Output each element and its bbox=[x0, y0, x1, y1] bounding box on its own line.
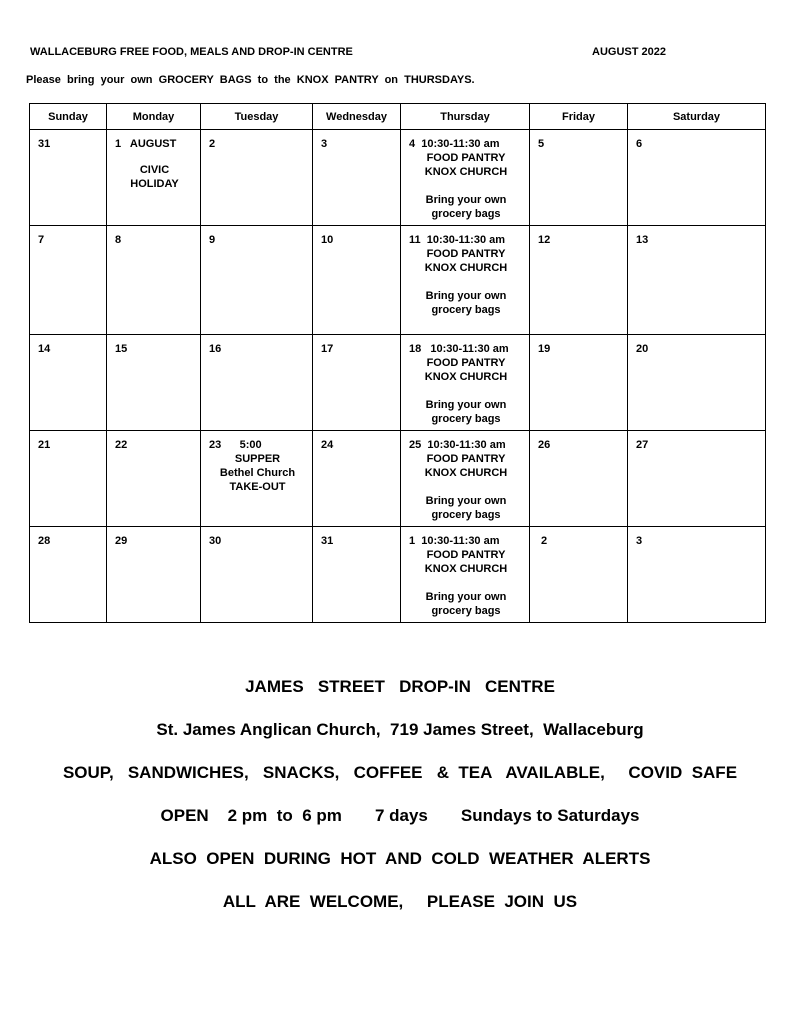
day-number: 1 10:30-11:30 am bbox=[409, 535, 500, 547]
calendar-day-cell bbox=[401, 431, 530, 527]
page-title: WALLACEBURG FREE FOOD, MEALS AND DROP-IN CENTRE bbox=[30, 46, 353, 58]
calendar-day-cell bbox=[30, 226, 107, 335]
calendar-day-cell bbox=[30, 335, 107, 431]
calendar-day-cell bbox=[401, 226, 530, 335]
day-number: 25 10:30-11:30 am bbox=[409, 439, 506, 451]
day-number: 10 bbox=[321, 234, 334, 246]
day-number: 31 bbox=[38, 138, 51, 150]
day-number: 20 bbox=[636, 343, 649, 355]
calendar-day-cell bbox=[530, 130, 628, 226]
calendar-day-cell bbox=[313, 527, 401, 623]
calendar-day-cell bbox=[628, 130, 766, 226]
day-number: 3 bbox=[636, 535, 643, 547]
day-number: 23 5:00 bbox=[209, 439, 262, 451]
weekday-tuesday: Tuesday bbox=[201, 104, 313, 130]
calendar-week-row bbox=[30, 527, 766, 623]
calendar-day-cell bbox=[30, 527, 107, 623]
calendar-day-cell bbox=[107, 527, 201, 623]
calendar-day-cell bbox=[628, 431, 766, 527]
day-event-text: SUPPER Bethel Church TAKE-OUT bbox=[219, 453, 296, 493]
calendar-day-cell bbox=[401, 527, 530, 623]
weekday-thursday: Thursday bbox=[401, 104, 530, 130]
calendar-day-cell bbox=[313, 130, 401, 226]
weekday-header-row bbox=[30, 104, 766, 130]
calendar-day-cell bbox=[30, 431, 107, 527]
day-event-text: CIVIC HOLIDAY bbox=[130, 164, 179, 190]
day-number: 28 bbox=[38, 535, 51, 547]
day-number: 30 bbox=[209, 535, 222, 547]
calendar-day-cell bbox=[107, 226, 201, 335]
day-number: 2 bbox=[209, 138, 216, 150]
calendar-day-cell bbox=[628, 527, 766, 623]
calendar-day-cell bbox=[313, 431, 401, 527]
day-number: 27 bbox=[636, 439, 649, 451]
day-event-text: FOOD PANTRY KNOX CHURCH Bring your own grocery bags bbox=[424, 152, 508, 220]
day-number: 5 bbox=[538, 138, 545, 150]
calendar-day-cell bbox=[201, 527, 313, 623]
dropin-title: JAMES STREET DROP-IN CENTRE bbox=[245, 677, 555, 696]
day-event-text: FOOD PANTRY KNOX CHURCH Bring your own grocery bags bbox=[424, 248, 508, 316]
calendar-day-cell bbox=[530, 527, 628, 623]
calendar-week-row bbox=[30, 335, 766, 431]
calendar-day-cell bbox=[530, 335, 628, 431]
weekday-saturday: Saturday bbox=[628, 104, 766, 130]
day-number: 15 bbox=[115, 343, 128, 355]
month-label: AUGUST 2022 bbox=[592, 46, 666, 58]
calendar-day-cell bbox=[30, 130, 107, 226]
calendar-week-row bbox=[30, 130, 766, 226]
day-number: 29 bbox=[115, 535, 128, 547]
calendar-week-row bbox=[30, 226, 766, 335]
day-number: 19 bbox=[538, 343, 551, 355]
day-number: 2 bbox=[538, 535, 548, 547]
weekday-wednesday: Wednesday bbox=[313, 104, 401, 130]
calendar-day-cell bbox=[628, 226, 766, 335]
day-number: 21 bbox=[38, 439, 51, 451]
calendar-day-cell bbox=[201, 130, 313, 226]
calendar-day-cell bbox=[201, 226, 313, 335]
day-number: 9 bbox=[209, 234, 216, 246]
day-number: 13 bbox=[636, 234, 649, 246]
day-number: 1 AUGUST bbox=[115, 138, 177, 150]
day-number: 8 bbox=[115, 234, 122, 246]
calendar-table bbox=[29, 103, 766, 623]
calendar-body bbox=[30, 130, 766, 623]
day-number: 12 bbox=[538, 234, 551, 246]
calendar-day-cell bbox=[313, 226, 401, 335]
calendar-day-cell bbox=[107, 130, 201, 226]
day-number: 3 bbox=[321, 138, 328, 150]
day-number: 11 10:30-11:30 am bbox=[409, 234, 506, 246]
day-number: 14 bbox=[38, 343, 51, 355]
weekday-monday: Monday bbox=[107, 104, 201, 130]
day-number: 16 bbox=[209, 343, 222, 355]
calendar-day-cell bbox=[107, 335, 201, 431]
calendar-day-cell bbox=[201, 335, 313, 431]
day-number: 22 bbox=[115, 439, 128, 451]
calendar-day-cell bbox=[201, 431, 313, 527]
day-number: 26 bbox=[538, 439, 551, 451]
calendar-day-cell bbox=[401, 335, 530, 431]
calendar-day-cell bbox=[628, 335, 766, 431]
day-number: 18 10:30-11:30 am bbox=[409, 343, 509, 355]
grocery-bag-note: Please bring your own GROCERY BAGS to the KNOX PANTRY on THURSDAYS. bbox=[26, 74, 475, 86]
weekday-friday: Friday bbox=[530, 104, 628, 130]
day-number: 17 bbox=[321, 343, 334, 355]
day-event-text: FOOD PANTRY KNOX CHURCH Bring your own grocery bags bbox=[424, 357, 508, 425]
day-event-text: FOOD PANTRY KNOX CHURCH Bring your own grocery bags bbox=[424, 549, 508, 617]
calendar-day-cell bbox=[530, 431, 628, 527]
calendar-day-cell bbox=[401, 130, 530, 226]
day-number: 6 bbox=[636, 138, 643, 150]
calendar-week-row bbox=[30, 431, 766, 527]
calendar-day-cell bbox=[313, 335, 401, 431]
day-number: 4 10:30-11:30 am bbox=[409, 138, 500, 150]
dropin-welcome: ALL ARE WELCOME, PLEASE JOIN US bbox=[222, 892, 578, 911]
dropin-address: St. James Anglican Church, 719 James Street, Wallaceburg bbox=[156, 720, 644, 739]
day-number: 31 bbox=[321, 535, 334, 547]
weekday-sunday: Sunday bbox=[30, 104, 107, 130]
calendar-day-cell bbox=[530, 226, 628, 335]
calendar-day-cell bbox=[107, 431, 201, 527]
dropin-alerts: ALSO OPEN DURING HOT AND COLD WEATHER ALERTS bbox=[149, 849, 651, 868]
day-event-text: FOOD PANTRY KNOX CHURCH Bring your own grocery bags bbox=[424, 453, 508, 521]
day-number: 24 bbox=[321, 439, 334, 451]
day-number: 7 bbox=[38, 234, 45, 246]
dropin-hours: OPEN 2 pm to 6 pm 7 days Sundays to Saturdays bbox=[160, 806, 640, 825]
dropin-offer: SOUP, SANDWICHES, SNACKS, COFFEE & TEA AVAILABLE, COVID SAFE bbox=[62, 763, 738, 782]
